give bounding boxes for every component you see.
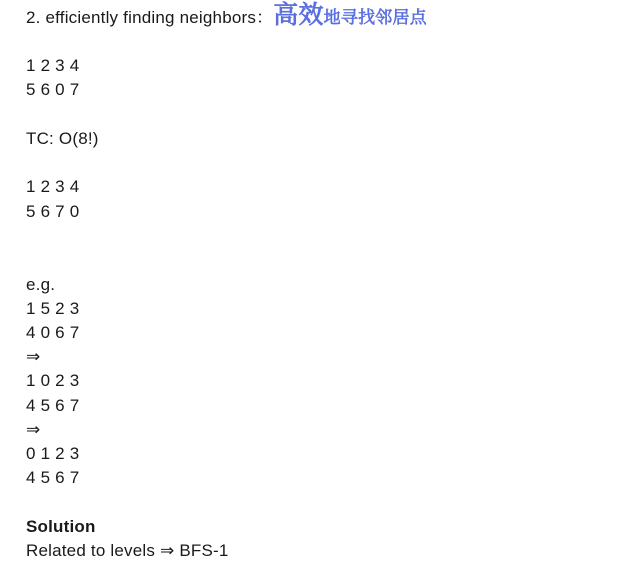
- time-complexity: TC: O(8!): [26, 129, 99, 148]
- example-line: 0 1 2 3: [26, 444, 80, 463]
- heading-highlight-big: 高效: [273, 0, 324, 29]
- solution-title: Solution: [26, 517, 96, 536]
- example-line: 4 0 6 7: [26, 323, 80, 342]
- grid-line: 1 2 3 4: [26, 56, 80, 75]
- example-line: 4 5 6 7: [26, 396, 80, 415]
- heading-prefix: 2. efficiently finding neighbors：: [26, 8, 274, 27]
- grid-line: 1 2 3 4: [26, 177, 80, 196]
- grid-line: 5 6 0 7: [26, 80, 80, 99]
- heading-highlight-small: 地寻找邻居点: [323, 8, 427, 28]
- section-heading: [26, 2, 427, 28]
- solution-text: Related to levels ⇒ BFS-1: [26, 541, 229, 560]
- arrow: ⇒: [26, 347, 41, 366]
- arrow: ⇒: [26, 420, 41, 439]
- example-label: e.g.: [26, 275, 56, 294]
- example-line: 1 0 2 3: [26, 371, 80, 390]
- example-line: 1 5 2 3: [26, 299, 80, 318]
- grid-line: 5 6 7 0: [26, 202, 80, 221]
- example-line: 4 5 6 7: [26, 468, 80, 487]
